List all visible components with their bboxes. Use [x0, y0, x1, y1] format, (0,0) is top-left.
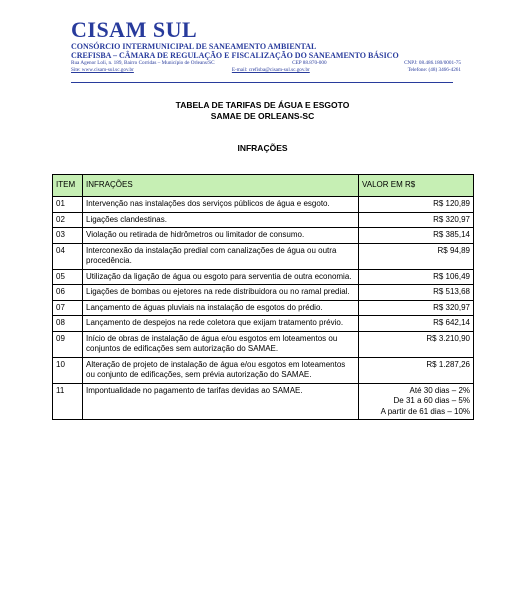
- infraction-value: R$ 1.287,26: [359, 357, 474, 383]
- late-payment-tier: De 31 a 60 dias – 5%: [393, 396, 470, 405]
- infraction-description: Lançamento de águas pluviais na instalação de esgotos do prédio.: [83, 300, 359, 316]
- infraction-value: R$ 320,97: [359, 212, 474, 228]
- infractions-table: [52, 174, 474, 420]
- section-title: INFRAÇÕES: [237, 143, 288, 153]
- late-payment-tier: Até 30 dias – 2%: [409, 385, 470, 395]
- address: Rua Agenor Loli, n. 189, Bairro Corridas – Município de Orleans/SC: [71, 60, 215, 66]
- infraction-value: R$ 513,68: [359, 285, 474, 301]
- table-row: [53, 212, 474, 228]
- table-row: [53, 243, 474, 269]
- document-title: TABELA DE TARIFAS DE ÁGUA E ESGOTO: [175, 100, 350, 110]
- late-payment-values: [359, 383, 474, 420]
- infraction-value: R$ 320,97: [359, 300, 474, 316]
- header-valor: VALOR EM R$: [359, 175, 474, 197]
- infraction-description: Lançamento de despejos na rede coletora que exijam tratamento prévio.: [83, 316, 359, 332]
- phone: Telefone: (48) 3466-4261: [407, 67, 461, 73]
- table-row: [53, 316, 474, 332]
- item-number: 09: [53, 331, 83, 357]
- letterhead: [71, 18, 461, 74]
- brand-logo-text: CISAM SUL: [71, 17, 198, 42]
- item-number: 03: [53, 228, 83, 244]
- infraction-value: R$ 642,14: [359, 316, 474, 332]
- infraction-value: R$ 3.210,90: [359, 331, 474, 357]
- infraction-description: Alteração de projeto de instalação de água e/ou esgotos em loteamentos ou conjunto de edificações, sem prévia autorização do SAMAE.: [83, 357, 359, 383]
- item-number: 08: [53, 316, 83, 332]
- infraction-value: R$ 106,49: [359, 269, 474, 285]
- infraction-value: R$ 94,89: [359, 243, 474, 269]
- item-number: 02: [53, 212, 83, 228]
- late-payment-tier: A partir de 61 dias – 10%: [380, 406, 470, 416]
- email-link[interactable]: E-mail: crefisba@cisam-sul.sc.gov.br: [231, 67, 310, 73]
- site-link[interactable]: Site: www.cisam-sul.sc.gov.br: [71, 67, 134, 73]
- infraction-description: Ligações de bombas ou ejetores na rede distribuidora ou no ramal predial.: [83, 285, 359, 301]
- item-number: 04: [53, 243, 83, 269]
- cnpj: CNPJ: 08.486.180/0001-75: [404, 60, 461, 66]
- item-number: 10: [53, 357, 83, 383]
- infraction-description: Impontualidade no pagamento de tarifas devidas ao SAMAE.: [83, 383, 359, 420]
- infraction-description: Início de obras de instalação de água e/ou esgotos em loteamentos ou conjuntos de edificações sem autorização do SAMAE.: [83, 331, 359, 357]
- header-item: ITEM: [53, 175, 83, 197]
- document-subtitle: SAMAE DE ORLEANS-SC: [210, 111, 315, 121]
- address-line: [71, 60, 461, 67]
- header-infracoes: INFRAÇÕES: [83, 175, 359, 197]
- infraction-description: Utilização da ligação de água ou esgoto para serventia de outra economia.: [83, 269, 359, 285]
- contact-line: [71, 67, 461, 74]
- cep: CEP 88.870-000: [292, 60, 327, 66]
- infraction-value: R$ 385,14: [359, 228, 474, 244]
- table-header-row: [53, 175, 474, 197]
- item-number: 11: [53, 383, 83, 420]
- table-row: [53, 300, 474, 316]
- table-row: [53, 285, 474, 301]
- table-row: [53, 228, 474, 244]
- table-row: [53, 331, 474, 357]
- letterhead-divider: [71, 82, 453, 83]
- table-row: [53, 383, 474, 420]
- infraction-description: Intervenção nas instalações dos serviços públicos de água e esgoto.: [83, 197, 359, 213]
- table-row: [53, 197, 474, 213]
- table-row: [53, 357, 474, 383]
- item-number: 01: [53, 197, 83, 213]
- item-number: 07: [53, 300, 83, 316]
- chamber-name: CREFISBA – CÂMARA DE REGULAÇÃO E FISCALIZAÇÃO DO SANEAMENTO BÁSICO: [71, 51, 399, 60]
- item-number: 05: [53, 269, 83, 285]
- infraction-description: Ligações clandestinas.: [83, 212, 359, 228]
- infraction-description: Violação ou retirada de hidrômetros ou limitador de consumo.: [83, 228, 359, 244]
- infraction-description: Interconexão da instalação predial com canalizações de água ou outra procedência.: [83, 243, 359, 269]
- table-row: [53, 269, 474, 285]
- infraction-value: R$ 120,89: [359, 197, 474, 213]
- consortium-name: CONSÓRCIO INTERMUNICIPAL DE SANEAMENTO AMBIENTAL: [71, 42, 317, 51]
- item-number: 06: [53, 285, 83, 301]
